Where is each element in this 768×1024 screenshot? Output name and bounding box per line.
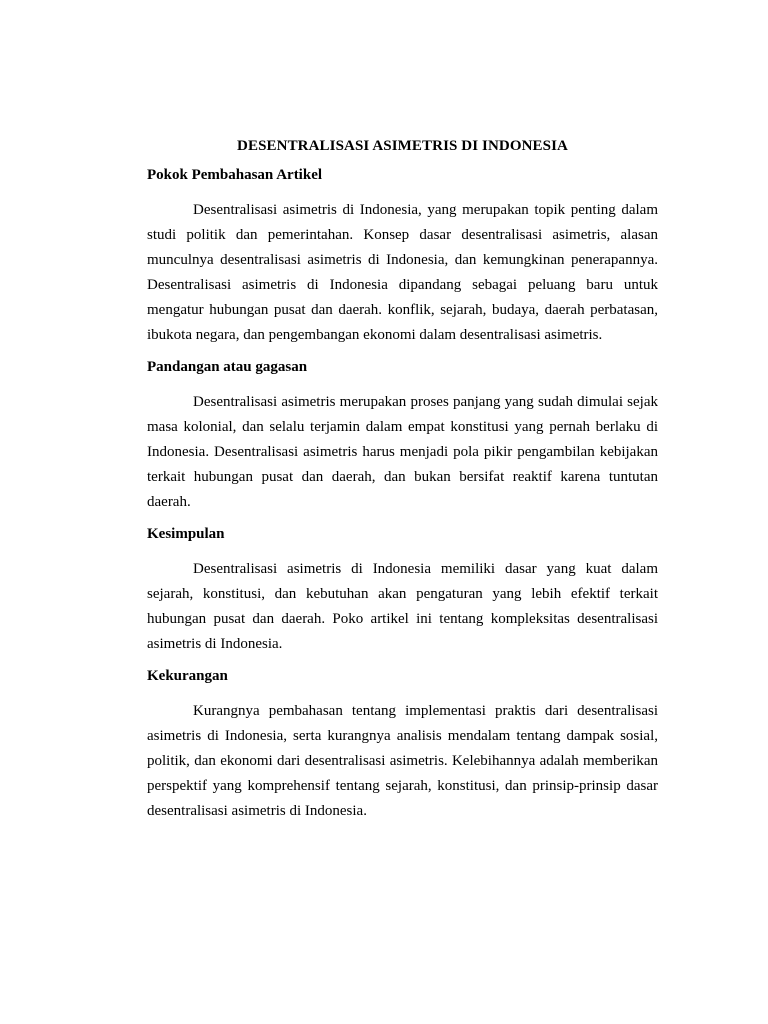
document-body <box>147 136 658 824</box>
section-heading-pokok-pembahasan: Pokok Pembahasan Artikel <box>147 167 323 183</box>
section-heading-kekurangan: Kekurangan <box>147 668 228 684</box>
section-heading-kesimpulan: Kesimpulan <box>147 526 225 542</box>
section-paragraph-kesimpulan: Desentralisasi asimetris di Indonesia memiliki dasar yang kuat dalam sejarah, konstitusi, dan kebutuhan akan pengaturan yang lebih efektif terkait hubungan pusat dan daerah. Poko artikel ini tentang kompleksitas desentralisasi asimetris di Indonesia. <box>147 561 658 652</box>
section-paragraph-kekurangan: Kurangnya pembahasan tentang implementasi praktis dari desentralisasi asimetris di Indonesia, serta kurangnya analisis mendalam tentang dampak sosial, politik, dan ekonomi dari desentralisasi asimetris. Kelebihannya adalah memberikan perspektif yang komprehensif tentang sejarah, konstitusi, dan prinsip-prinsip dasar desentralisasi asimetris di Indonesia. <box>147 703 658 819</box>
section-paragraph-pandangan: Desentralisasi asimetris merupakan proses panjang yang sudah dimulai sejak masa kolonial, dan selalu terjamin dalam empat konstitusi yang pernah berlaku di Indonesia. Desentralisasi asimetris harus menjadi pola pikir pengambilan kebijakan terkait hubungan pusat dan daerah, dan bukan bersifat reaktif karena tuntutan daerah. <box>147 394 658 510</box>
document-title: DESENTRALISASI ASIMETRIS DI INDONESIA <box>237 138 568 154</box>
section-paragraph-pokok-pembahasan: Desentralisasi asimetris di Indonesia, yang merupakan topik penting dalam studi politik dan pemerintahan. Konsep dasar desentralisasi asimetris, alasan munculnya desentralisasi asimetris di Indonesia, dan kemungkinan penerapannya. Desentralisasi asimetris di Indonesia dipandang sebagai peluang baru untuk mengatur hubungan pusat dan daerah. konflik, sejarah, budaya, daerah perbatasan, ibukota negara, dan pengembangan ekonomi dalam desentralisasi asimetris. <box>147 202 658 343</box>
section-heading-pandangan: Pandangan atau gagasan <box>147 359 308 375</box>
